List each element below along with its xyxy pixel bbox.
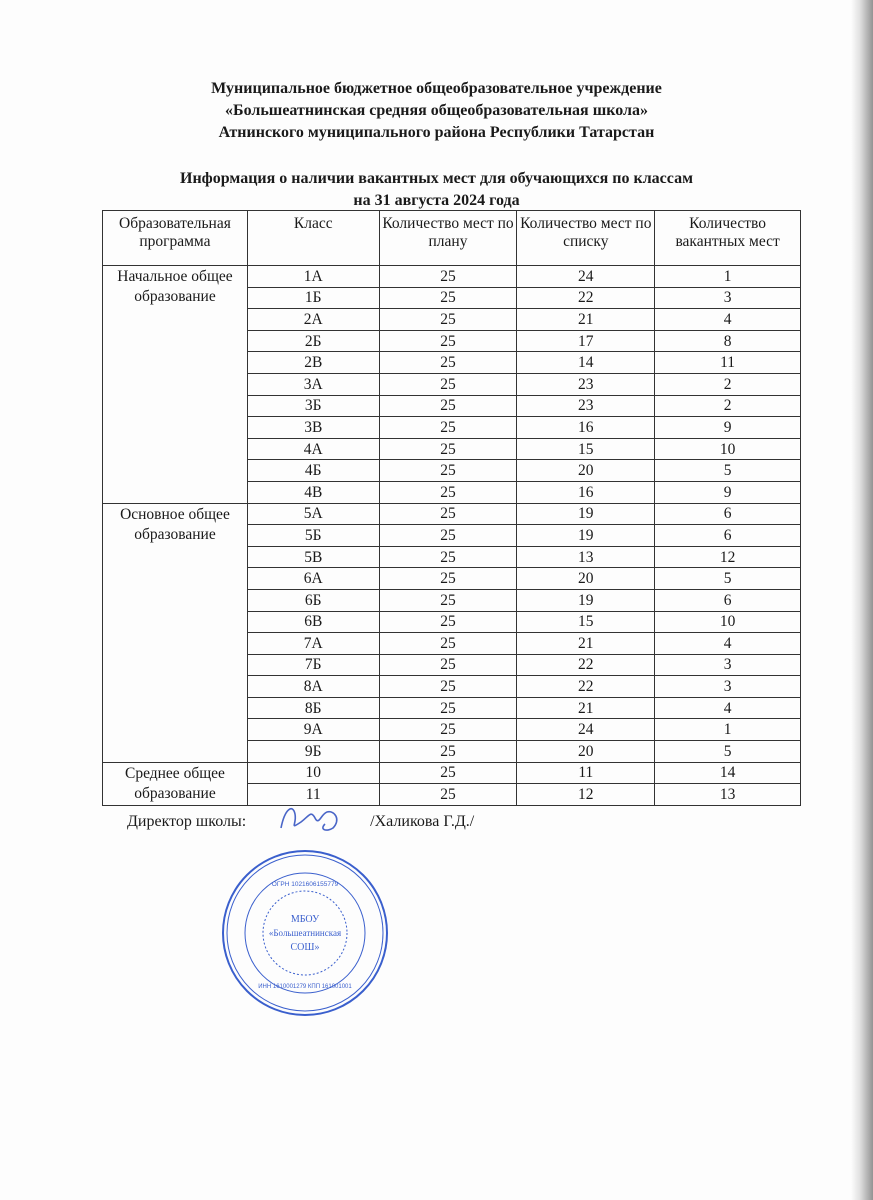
director-name: /Халикова Г.Д./ [370,813,475,830]
cell-list: 20 [517,568,655,590]
cell-class: 7А [247,633,379,655]
cell-class: 5А [247,503,379,525]
cell-vacant: 4 [655,309,801,331]
cell-vacant: 11 [655,352,801,374]
cell-class: 1А [247,266,379,288]
cell-class: 3В [247,417,379,439]
signature-label: Директор школы: [127,813,247,830]
cell-plan: 25 [379,697,517,719]
column-header-program: Образовательная программа [103,211,248,266]
cell-plan: 25 [379,676,517,698]
table-row [103,503,801,525]
cell-class: 9А [247,719,379,741]
column-header-list: Количество мест по списку [517,211,655,266]
cell-plan: 25 [379,589,517,611]
document-title [0,168,873,212]
cell-plan: 25 [379,481,517,503]
cell-vacant: 10 [655,438,801,460]
cell-list: 11 [517,762,655,784]
cell-class: 2В [247,352,379,374]
cell-plan: 25 [379,741,517,763]
cell-plan: 25 [379,525,517,547]
cell-list: 19 [517,503,655,525]
cell-plan: 25 [379,395,517,417]
cell-program: Основное общее образование [103,503,248,762]
cell-list: 23 [517,373,655,395]
cell-class: 5В [247,546,379,568]
table-row [103,266,801,288]
cell-vacant: 2 [655,395,801,417]
cell-list: 23 [517,395,655,417]
cell-list: 24 [517,266,655,288]
cell-program: Начальное общее образование [103,266,248,504]
cell-list: 19 [517,525,655,547]
cell-vacant: 10 [655,611,801,633]
cell-vacant: 4 [655,633,801,655]
cell-class: 9Б [247,741,379,763]
cell-list: 13 [517,546,655,568]
cell-plan: 25 [379,633,517,655]
cell-vacant: 1 [655,266,801,288]
cell-list: 15 [517,438,655,460]
cell-plan: 25 [379,546,517,568]
cell-list: 22 [517,654,655,676]
cell-class: 8А [247,676,379,698]
cell-list: 21 [517,309,655,331]
cell-list: 21 [517,697,655,719]
cell-class: 6А [247,568,379,590]
header-line-1: Муниципальное бюджетное общеобразовательное учреждение [211,80,662,97]
cell-class: 4Б [247,460,379,482]
cell-plan: 25 [379,438,517,460]
cell-vacant: 9 [655,417,801,439]
cell-list: 20 [517,460,655,482]
cell-vacant: 2 [655,373,801,395]
cell-class: 6В [247,611,379,633]
cell-plan: 25 [379,287,517,309]
cell-plan: 25 [379,417,517,439]
cell-vacant: 5 [655,568,801,590]
cell-list: 12 [517,784,655,806]
cell-plan: 25 [379,568,517,590]
cell-plan: 25 [379,352,517,374]
cell-list: 17 [517,330,655,352]
cell-list: 24 [517,719,655,741]
cell-class: 1Б [247,287,379,309]
cell-class: 3А [247,373,379,395]
cell-class: 4В [247,481,379,503]
stamp-inn: ИНН 1610001279 КПП 161001001 [258,984,352,990]
cell-plan: 25 [379,460,517,482]
table-header-row [103,211,801,266]
cell-plan: 25 [379,719,517,741]
column-header-vacant: Количество вакантных мест [655,211,801,266]
cell-list: 22 [517,287,655,309]
cell-plan: 25 [379,309,517,331]
stamp-center-1: МБОУ [290,914,320,925]
title-line-2: на 31 августа 2024 года [353,192,520,209]
cell-program: Среднее общее образование [103,762,248,805]
cell-class: 8Б [247,697,379,719]
cell-class: 3Б [247,395,379,417]
cell-plan: 25 [379,611,517,633]
cell-plan: 25 [379,654,517,676]
cell-class: 4А [247,438,379,460]
cell-class: 5Б [247,525,379,547]
cell-list: 20 [517,741,655,763]
cell-list: 22 [517,676,655,698]
table-body [103,266,801,806]
stamp-ogrn: ОГРН 1021606155779 [271,881,339,888]
cell-plan: 25 [379,373,517,395]
cell-vacant: 6 [655,525,801,547]
stamp-center-3: СОШ» [290,942,320,953]
cell-class: 2Б [247,330,379,352]
column-header-class: Класс [247,211,379,266]
cell-class: 10 [247,762,379,784]
cell-vacant: 1 [655,719,801,741]
header-line-2: «Большеатнинская средняя общеобразовательная школа» [225,102,648,119]
cell-vacant: 3 [655,287,801,309]
cell-class: 7Б [247,654,379,676]
header-line-3: Атнинского муниципального района Республики Татарстан [218,124,655,141]
handwritten-signature-icon [275,800,345,836]
cell-vacant: 6 [655,589,801,611]
vacancies-table [102,210,801,806]
cell-vacant: 3 [655,654,801,676]
column-header-plan: Количество мест по плану [379,211,517,266]
cell-vacant: 5 [655,741,801,763]
cell-vacant: 5 [655,460,801,482]
cell-list: 15 [517,611,655,633]
cell-class: 11 [247,784,379,806]
organization-header [0,78,873,144]
cell-plan: 25 [379,784,517,806]
cell-plan: 25 [379,266,517,288]
cell-class: 6Б [247,589,379,611]
official-stamp-icon [220,848,390,1018]
cell-class: 2А [247,309,379,331]
cell-list: 16 [517,481,655,503]
cell-vacant: 8 [655,330,801,352]
cell-vacant: 12 [655,546,801,568]
cell-vacant: 14 [655,762,801,784]
cell-vacant: 4 [655,697,801,719]
cell-vacant: 6 [655,503,801,525]
table-row [103,762,801,784]
title-line-1: Информация о наличии вакантных мест для обучающихся по классам [180,170,693,187]
cell-list: 14 [517,352,655,374]
cell-list: 19 [517,589,655,611]
cell-vacant: 3 [655,676,801,698]
cell-plan: 25 [379,503,517,525]
stamp-center-2: «Большеатнинская [268,928,342,938]
cell-plan: 25 [379,762,517,784]
cell-plan: 25 [379,330,517,352]
cell-list: 21 [517,633,655,655]
cell-list: 16 [517,417,655,439]
cell-vacant: 9 [655,481,801,503]
cell-vacant: 13 [655,784,801,806]
